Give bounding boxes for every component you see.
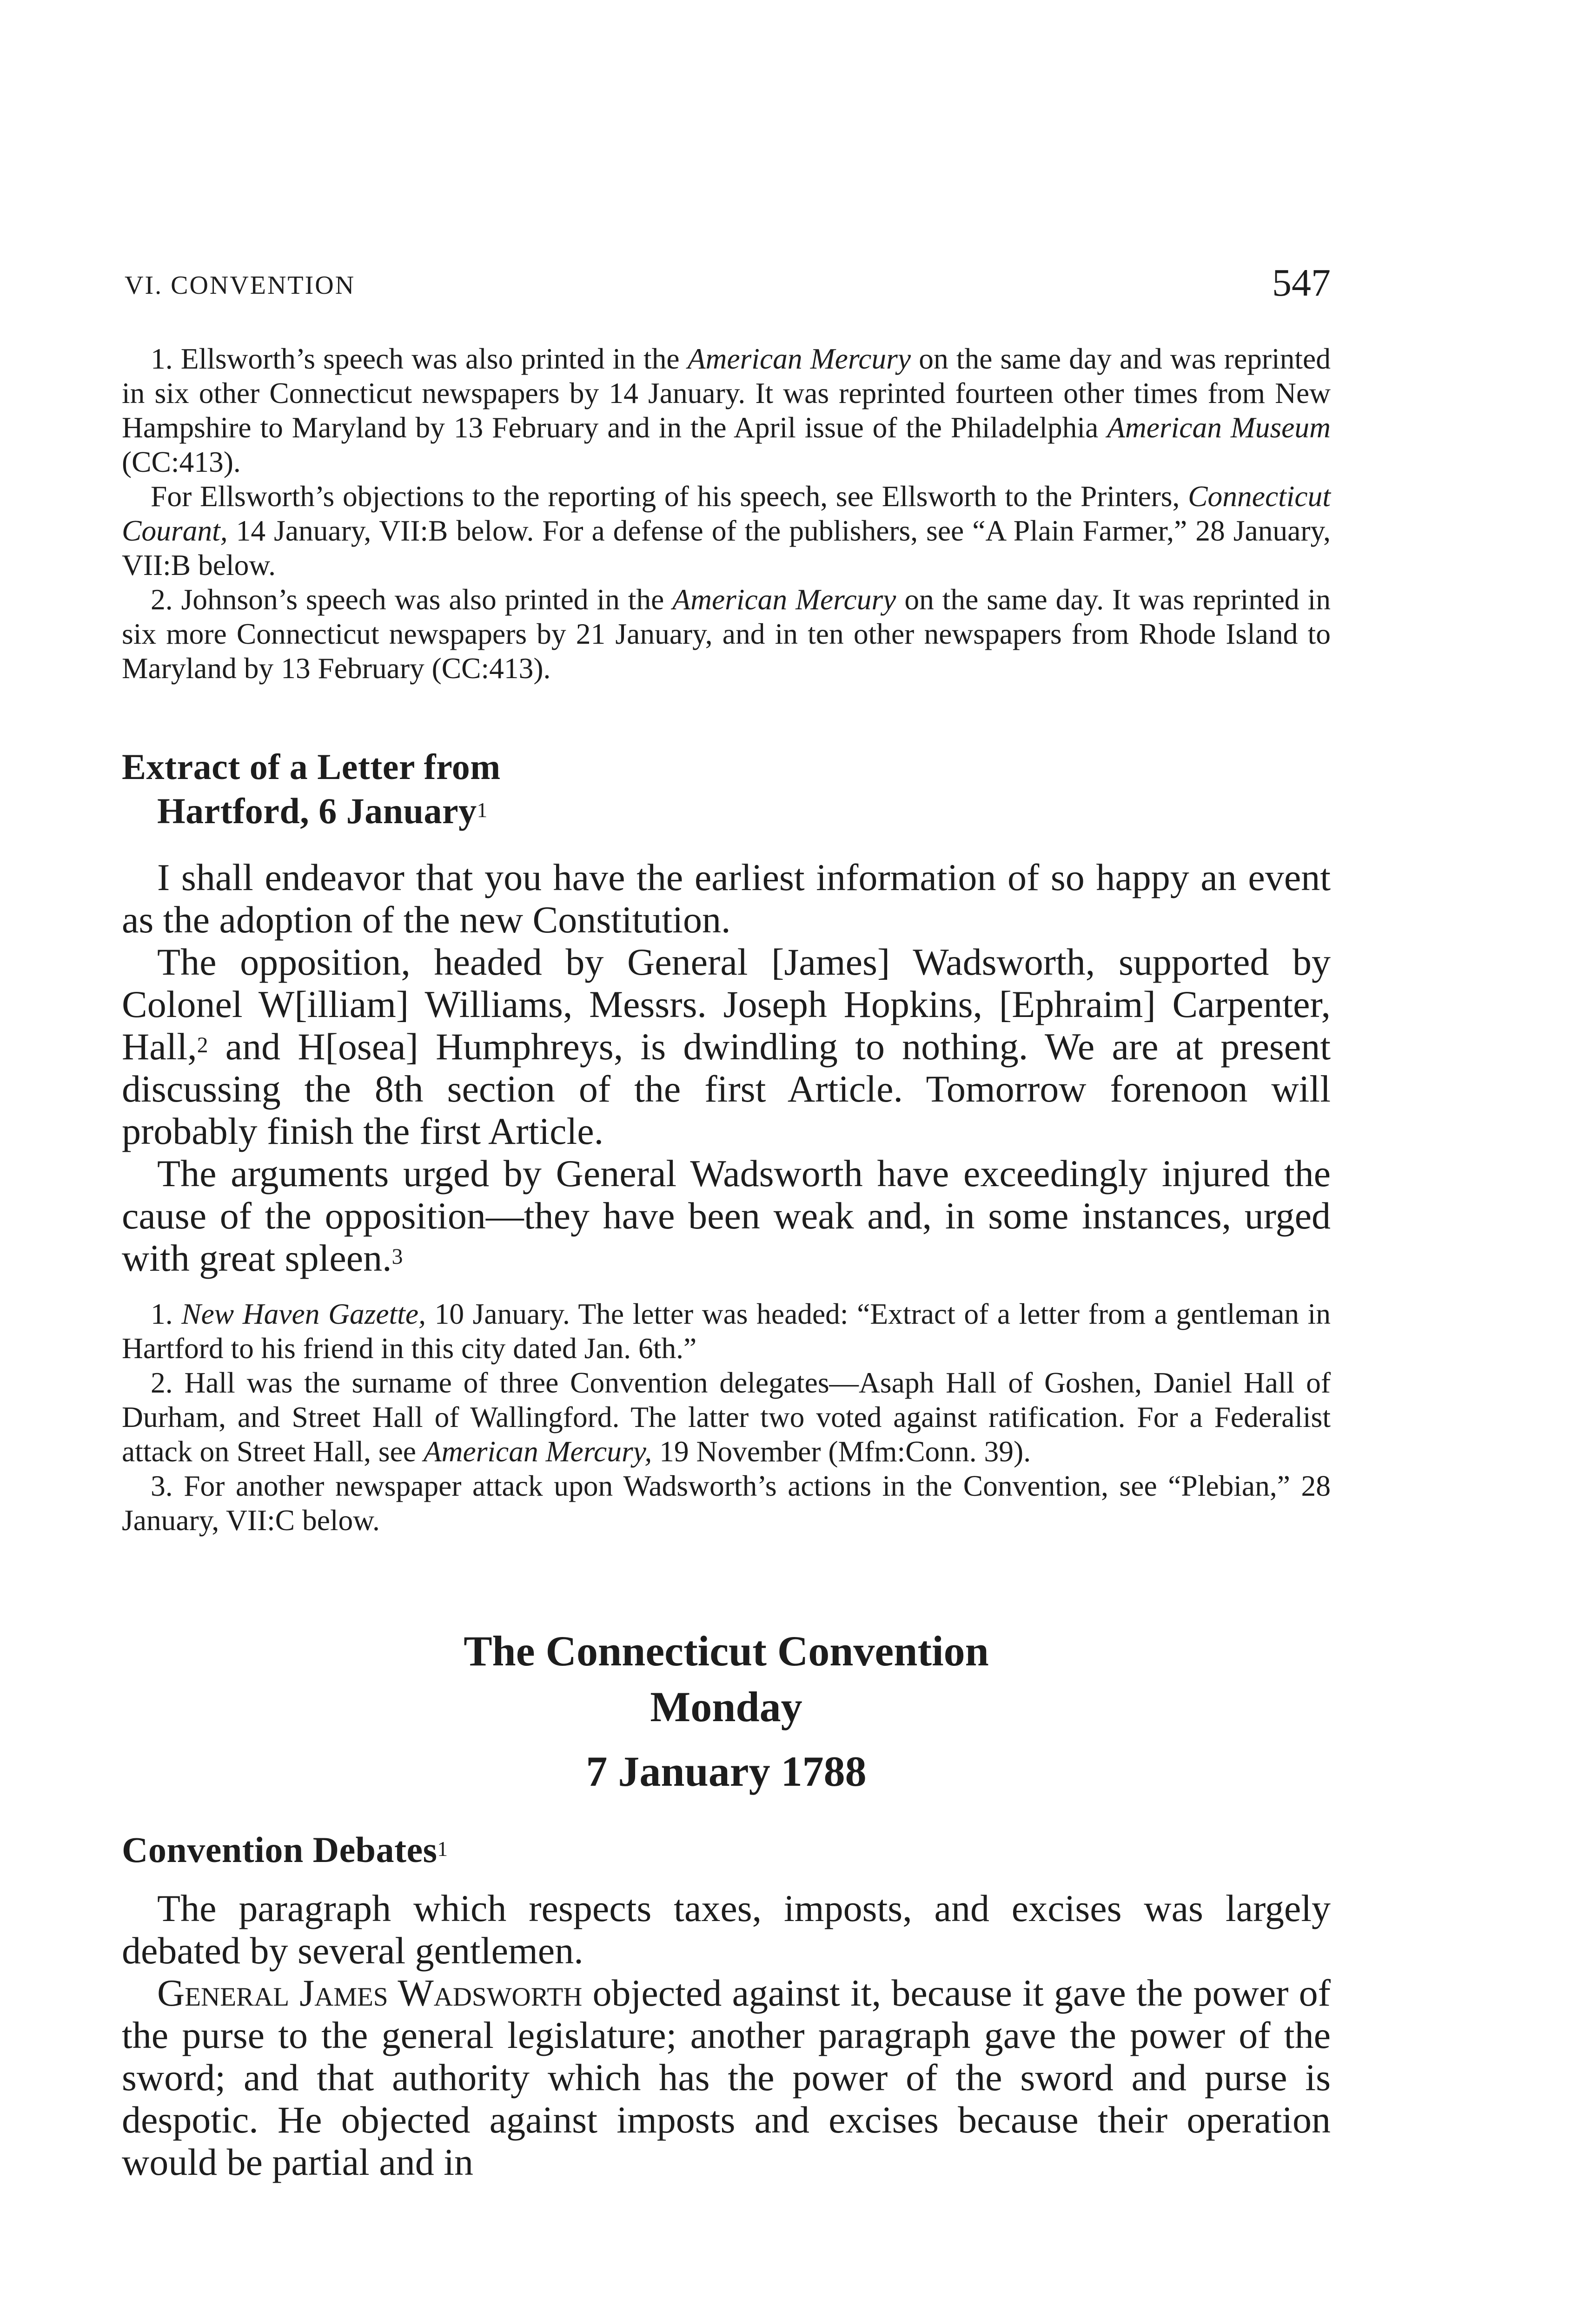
convention-date: 7 January 1788 — [586, 1748, 867, 1795]
debates-body — [122, 1887, 1331, 2183]
convention-title: The Connecticut Convention — [464, 1627, 989, 1675]
text-run: on the same day and was reprinted in six other Connecticut newspapers by 14 January. It was reprinted fourteen other times from New Hampshire to Maryland by 13 February and in the April issue of the Philadelphia — [122, 342, 1331, 444]
debates-heading — [122, 1829, 448, 1871]
text-run: 14 January, VII:B below. For a defense of the publishers, see “A Plain Farmer,” 28 January, VII:B below. — [122, 514, 1331, 581]
text-run: The arguments urged by General Wadsworth have exceedingly injured the cause of the opposition—they have been weak and, in some instances, urged with great spleen. — [122, 1152, 1331, 1279]
footnotes-previous — [122, 342, 1331, 686]
text-run: objected against it, because it gave the power of the purse to the general legislature; another paragraph gave the power of the sword; and that authority which has the power of the sword and purse is despotic. He objected against imposts and excises because their operation would be partial and in — [122, 1972, 1331, 2183]
text-run: For Ellsworth’s objections to the reporting of his speech, see Ellsworth to the Printers, — [151, 480, 1188, 513]
convention-day: Monday — [650, 1683, 802, 1730]
footnotes-letter — [122, 1297, 1331, 1538]
paragraph — [122, 856, 1331, 941]
text-run: 2. Johnson’s speech was also printed in the — [151, 583, 673, 616]
text-run: New Haven Gazette, — [181, 1297, 426, 1330]
letter-heading-text1: Extract of a Letter from — [122, 746, 501, 787]
text-run: 2. Hall was the surname of three Convention delegates—Asaph Hall of Goshen, Daniel Hall of Durham, and Street Hall of Wallingford. The latter two voted against ratification. For a Federalist attack on Street Hall, see — [122, 1366, 1331, 1468]
letter-heading-line1 — [122, 746, 501, 788]
text-run: American Mercury, — [423, 1435, 652, 1468]
paragraph — [122, 582, 1331, 686]
letter-body — [122, 856, 1331, 1279]
text-run: 1. — [151, 1297, 182, 1330]
paragraph — [122, 1972, 1331, 2183]
text-run: I shall endeavor that you have the earliest information of so happy an event as the adoption of the new Constitution. — [122, 856, 1331, 941]
page-number: 547 — [1272, 261, 1331, 304]
footnote-marker: 3 — [391, 1245, 403, 1269]
text-run: Connecticut Courant, — [122, 480, 1331, 547]
footnote-marker: 1 — [477, 799, 488, 822]
footnote-marker: 1 — [437, 1837, 448, 1861]
text-run: 1. Ellsworth’s speech was also printed in the — [151, 342, 688, 375]
text-run: 10 January. The letter was headed: “Extract of a letter from a gentleman in Hartford to his friend in this city dated Jan. 6th.” — [122, 1297, 1331, 1365]
paragraph — [122, 941, 1331, 1152]
text-run: American Mercury — [687, 342, 911, 375]
paragraph — [122, 1887, 1331, 1972]
text-run: on the same day. It was reprinted in six more Connecticut newspapers by 21 January, and in ten other newspapers from Rhode Island to Maryland by 13 February (CC:413). — [122, 583, 1331, 685]
text-run: American Mercury — [672, 583, 896, 616]
footnote-marker: 2 — [197, 1033, 208, 1057]
text-run: The paragraph which respects taxes, imposts, and excises was largely debated by several gentlemen. — [122, 1887, 1331, 1972]
text-run: 19 November (Mfm:Conn. 39). — [652, 1435, 1031, 1468]
running-head — [125, 260, 1331, 311]
paragraph — [122, 1469, 1331, 1538]
paragraph — [122, 1152, 1331, 1279]
text-run: General James Wadsworth — [157, 1972, 583, 2014]
paragraph — [122, 1366, 1331, 1469]
letter-heading-text2: Hartford, 6 January — [157, 791, 477, 831]
paragraph — [122, 342, 1331, 479]
running-head-section: VI. CONVENTION — [125, 271, 356, 300]
letter-heading-line2 — [157, 790, 488, 832]
text-run: American Museum — [1107, 411, 1331, 444]
text-run: (CC:413). — [122, 445, 241, 478]
text-run: The opposition, headed by General [James] Wadsworth, supported by Colonel W[illiam] Williams, Messrs. Joseph Hopkins, [Ephraim] Carpenter, Hall, — [122, 941, 1331, 1068]
debates-heading-text: Convention Debates — [122, 1829, 438, 1870]
paragraph — [122, 479, 1331, 582]
paragraph — [122, 1297, 1331, 1366]
text-run: 3. For another newspaper attack upon Wadsworth’s actions in the Convention, see “Plebian,” 28 January, VII:C below. — [122, 1469, 1331, 1537]
text-run: and H[osea] Humphreys, is dwindling to nothing. We are at present discussing the 8th section of the first Article. Tomorrow forenoon will probably finish the first Article. — [122, 1025, 1331, 1152]
